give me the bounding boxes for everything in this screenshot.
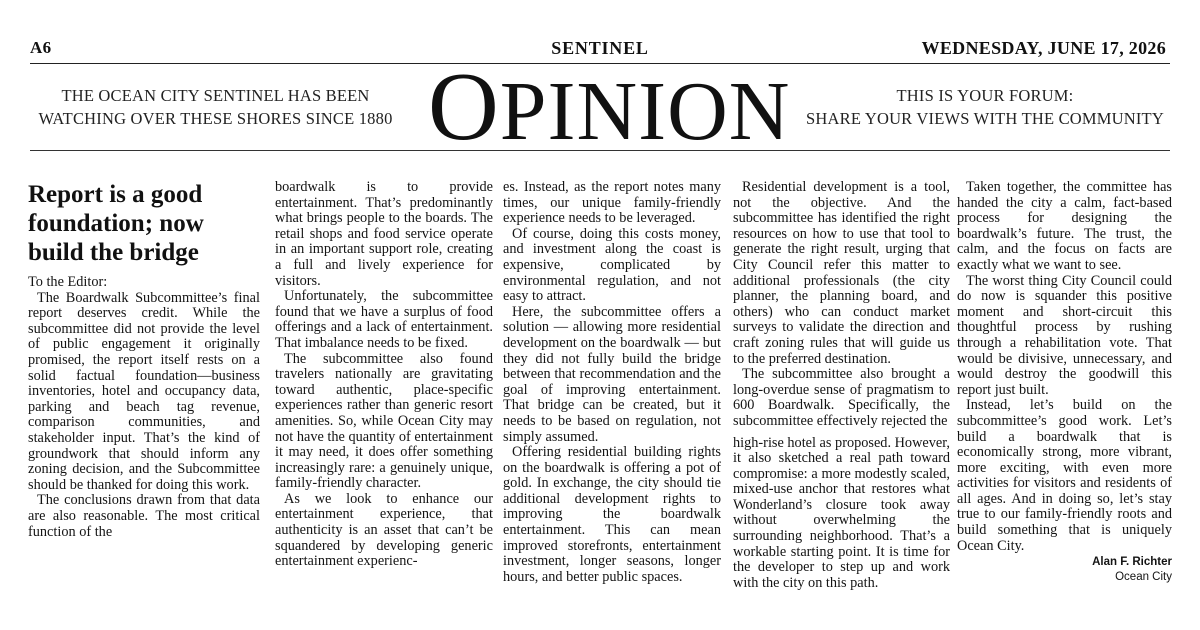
letter-paragraph: The conclusions drawn from that data are also reasonable. The most critical function of the — [28, 492, 260, 540]
section-title-rest: PINION — [499, 65, 791, 158]
letter-paragraph: Here, the subcommittee offers a solution — allowing more residential development on the boardwalk — but they did not fully build the bridge between that recommendation and the goal of improving entertainment. That bridge can be created, but it needs to be based on regulation, not simply assumed. — [503, 303, 721, 445]
letter-paragraph: Unfortunately, the subcommittee found that we have a surplus of food offerings and a lack of entertainment. That imbalance needs to be fixed. — [275, 288, 493, 351]
left-tagline-line-2: WATCHING OVER THESE SHORES SINCE 1880 — [38, 109, 393, 128]
letter-paragraph: As we look to enhance our entertainment experience, that authenticity is an asset that can’t be squandered by developing generic entertainment experienc- — [275, 490, 493, 570]
letter-column-1 — [28, 180, 260, 540]
letter-paragraph: high-rise hotel as proposed. However, it also sketched a real path toward compromise: a more modestly scaled, mixed-use anchor that restores what Wonderland’s closure took away without overwhelming the surrounding neighborhood. That’s a workable starting point. It is time for the developer to step up and work with the city on this path. — [733, 434, 951, 591]
letter-column-4 — [733, 180, 950, 591]
right-tagline-line-1: THIS IS YOUR FORUM: — [896, 86, 1074, 105]
section-title-initial: O — [428, 53, 500, 161]
letter-paragraph: The worst thing City Council could do now is squander this positive moment and short-circuit this thoughtful process by rushing through a rehabilitation vote. That would be divisive, unnecessary, and would destroy the goodwill this report just built. — [957, 272, 1172, 398]
letter-paragraph: The subcommittee also brought a long-overdue sense of pragmatism to 600 Boardwalk. Specifically, the subcommittee effectively rejected the — [733, 366, 950, 429]
letter-paragraph: The Boardwalk Subcommittee’s final report deserves credit. While the subcommittee did not provide the level of public engagement it originally promised, the report itself rests on a solid factual foundation—business inventories, hotel and occupancy data, parking and beach tag revenue, comparison communities, and stakeholder input. That’s the kind of groundwork that should inform any zoning decision, and the Subcommittee should be thanked for doing this work. — [28, 289, 260, 493]
letter-paragraph: Instead, let’s build on the subcommittee’s good work. Let’s build a boardwalk that is economically strong, more vibrant, more exciting, with even more activities for visitors and residents of all ages. And in doing so, let’s stay true to our family-friendly roots and build something that is uniquely Ocean City. — [957, 397, 1172, 554]
letter-paragraph: boardwalk is to provide entertainment. That’s predominantly what brings people to the boards. The retail shops and food service operate in an important support role, creating a full and lively experience for visitors. — [275, 179, 493, 289]
signature-place: Ocean City — [1115, 571, 1172, 584]
letter-column-2 — [275, 180, 493, 570]
letter-paragraph: The subcommittee also found travelers nationally are gravitating toward authentic, place-specific experiences rather than generic resort amenities. So, while Ocean City may not have the quantity of entertainment it may need, it does offer something increasingly rare: a genuinely unique, family-friendly character. — [275, 350, 493, 492]
left-tagline-line-1: THE OCEAN CITY SENTINEL HAS BEEN — [61, 86, 370, 105]
right-tagline-line-2: SHARE YOUR VIEWS WITH THE COMMUNITY — [806, 109, 1164, 128]
banner-rule — [30, 150, 1170, 151]
issue-date: WEDNESDAY, JUNE 17, 2026 — [921, 38, 1166, 58]
letter-paragraph: Offering residential building rights on the boardwalk is offering a pot of gold. In exchange, the city should tie additional development rights to improving the boardwalk entertainment. This can mean improved storefronts, entertainment investment, longer seasons, longer hours, and better public spaces. — [503, 444, 721, 585]
letter-paragraph: Of course, doing this costs money, and investment along the coast is expensive, complicated by environmental regulation, and not easy to attract. — [503, 225, 721, 305]
letter-column-5 — [957, 180, 1172, 584]
page-number: A6 — [30, 38, 52, 57]
right-tagline — [800, 84, 1170, 130]
letter-paragraph: Taken together, the committee has handed the city a calm, fact-based process for designing the boardwalk’s future. The trust, the calm, and the focus on facts are exactly what we want to see. — [957, 179, 1172, 273]
letter-column-3 — [503, 180, 721, 585]
letter-salutation: To the Editor: — [28, 274, 108, 290]
letter-headline: Report is a good foundation; now build the bridge — [28, 181, 204, 266]
signature-name: Alan F. Richter — [1092, 556, 1172, 569]
left-tagline — [38, 84, 393, 130]
paper-name: SENTINEL — [551, 38, 649, 58]
letter-paragraph: Residential development is a tool, not the objective. And the subcommittee has identified the right resources on how to use that tool to generate the right result, urging that City Council refer this matter to additional professionals (the city planner, the planning board, and others) who can conduct market surveys to validate the direction and craft zoning rules that will guide us to the preferred destination. — [733, 179, 950, 367]
letter-paragraph: es. Instead, as the report notes many times, our unique family-friendly experience needs to be leveraged. — [503, 179, 721, 227]
section-title — [428, 53, 791, 161]
